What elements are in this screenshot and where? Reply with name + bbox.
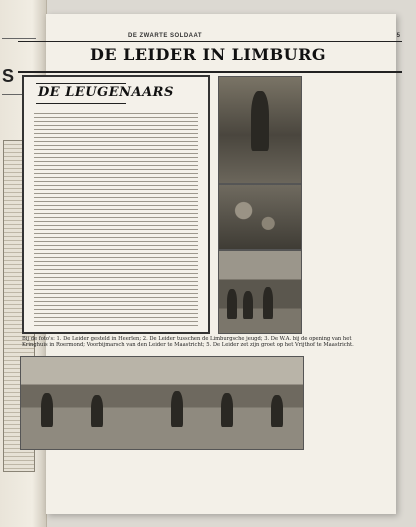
paper-name: DE ZWARTE SOLDAAT [128,33,203,39]
headline-rule [18,71,402,73]
figure [91,395,103,427]
figure [227,289,237,319]
page-headline: DE LEIDER IN LIMBURG [89,45,327,64]
kicker-rule [36,103,126,104]
article-box [22,75,210,334]
photo-youth-crowd [218,184,302,250]
article-kicker: DE LEUGENAARS [38,85,174,100]
kicker-rule [36,83,126,84]
figure [41,393,53,427]
previous-page-headline-fragment: S [2,66,14,86]
article-body-text [34,111,198,326]
header-rule [18,41,402,42]
photo-speaker-at-podium [218,76,302,184]
speaker-figure [251,91,269,151]
photo-wa-kringhuis [218,250,302,334]
figure [263,287,273,319]
figure [221,393,233,427]
page-number: 5 [396,33,400,39]
photo-caption: Bij de foto's: 1. De Leider gesteld in Heerlen; 2. De Leider tusschen de Limburgsche jeugd; 3. De W.A. bij de opening van het Kringhuis in Roermond; Voorbijmarsch van den Leider te Maastricht; 5. De Leider zet zijn groet op het Vrijthof te Maastricht. [22,336,354,348]
figure [271,395,283,427]
running-head [18,31,402,41]
photo-march-past-maastricht [20,356,304,450]
figure [171,391,183,427]
figure [243,291,253,319]
